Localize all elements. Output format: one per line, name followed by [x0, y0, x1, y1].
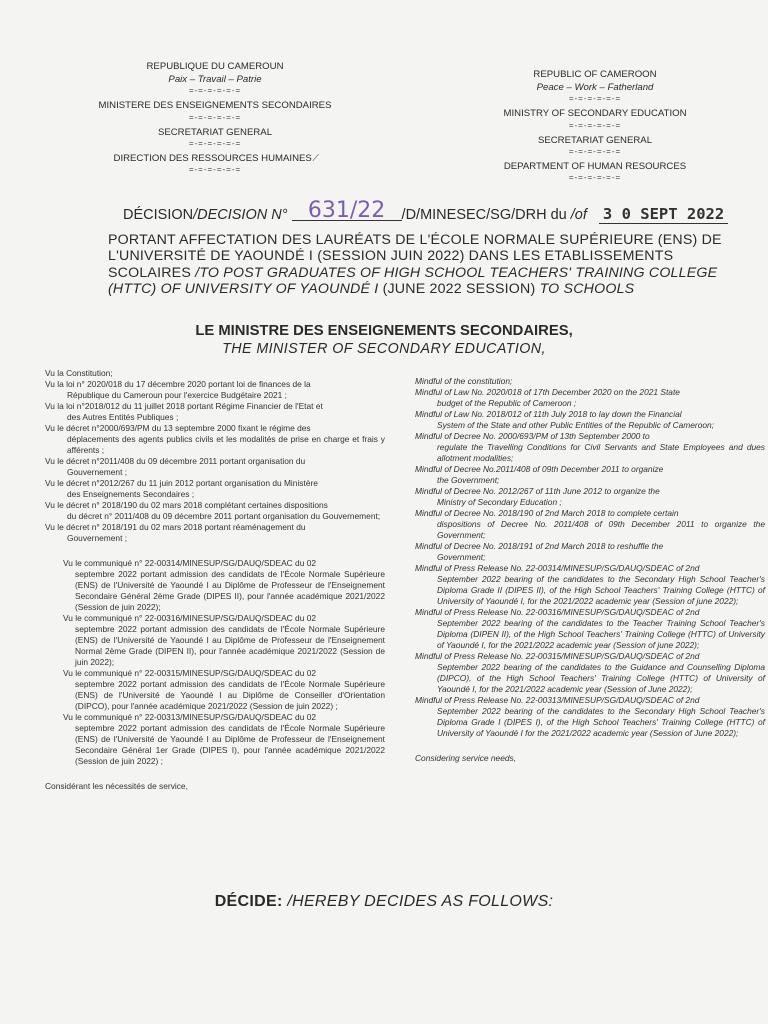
- decision-code: /D/MINESEC/SG/DRH du: [401, 207, 567, 223]
- mindful-item-continuation: the Government;: [437, 475, 500, 485]
- visa-item-continuation: des Autres Entités Publiques ;: [67, 412, 179, 422]
- considering-fr: Considérant les nécessités de service,: [45, 781, 188, 791]
- visa-item: [45, 401, 385, 423]
- visa-item-lead: Vu le décret n° 2018/191 du 02 mars 2018 portant réaménagement du: [45, 522, 306, 532]
- mindful-item: [415, 464, 765, 486]
- mindful-item: [415, 431, 765, 464]
- visa-item-continuation: déplacements des agents publics civils et les modalités de prise en charge et frais y afférents ;: [67, 434, 385, 455]
- visa-item-lead: Vu la loi n°2018/012 du 11 juillet 2018 portant Régime Financier de l'Etat et: [45, 401, 323, 411]
- mindful-item-lead: Mindful of the constitution;: [415, 376, 513, 386]
- mindful-item: [415, 508, 765, 541]
- visa-item-continuation: République du Cameroun pour l'exercice Budgétaire 2021 ;: [67, 390, 287, 400]
- secretariat-en: SECRETARIAT GENERAL: [537, 134, 653, 146]
- visa-item-continuation: Gouvernement ;: [67, 467, 128, 477]
- communique-item-continuation: septembre 2022 portant admission des candidats de l'École Normale Supérieure (ENS) de l'Université de Yaoundé I au Diplôme de Professeur de l'Enseignement Secondaire Général 1er Grade (DIPES I), pour l'année académique 2021/2022 (Session de juin 2022) ;: [75, 723, 385, 766]
- mindful-item-lead: Mindful of Decree No. 2000/693/PM of 13th September 2000 to: [415, 431, 650, 441]
- communique-item-continuation: septembre 2022 portant admission des candidats de l'École Normale Supérieure (ENS) de l'Université de Yaoundé I au Diplôme de Professeur de l'Enseignement Normal 2ème Grade (DIPEN II), pour l'année académique 2021/2022 (Session de juin 2022);: [75, 624, 385, 667]
- country-name-en: REPUBLIC OF CAMEROON: [533, 69, 657, 80]
- mindful-item-lead: Mindful of Press Release No. 22-00314/MINESUP/SG/DAUQ/SDEAC of 2nd: [415, 563, 700, 573]
- title-en-session: (JUNE 2022 SESSION): [382, 280, 536, 297]
- decide-heading: [0, 893, 768, 911]
- header-left: [95, 60, 335, 175]
- mindful-item-lead: Mindful of Decree No. 2018/190 of 2nd March 2018 to complete certain: [415, 508, 679, 518]
- decision-title: [108, 232, 728, 297]
- mindful-item-continuation: September 2022 bearing of the candidates to the Secondary High School Teacher's Diploma Grade II (DIPES II), of the High School Teachers' Training College (HTTC) of University of Yaoundé I, for the 2021/2022 academic year (Session of june 2022);: [437, 574, 765, 606]
- title-en: /TO POST GRADUATES OF HIGH SCHOOL TEACHERS' TRAINING COLLEGE (HTTC) OF UNIVERSITY OF YAOUNDÉ I: [108, 264, 718, 297]
- decision-label-en: /DECISION N°: [193, 207, 288, 223]
- mindful-item-continuation: September 2022 bearing of the candidates to the Teacher Training School Teacher's Diploma (DIPEN II), of the High School Teachers' Training College (HTTC) of University of Yaoundé I, for the 2021/2022 academic year (Session of june 2022);: [437, 618, 765, 650]
- visa-item-lead: Vu le décret n°2000/693/PM du 13 septembre 2000 fixant le régime des: [45, 423, 311, 433]
- mindful-item: [415, 563, 765, 607]
- communique-item-lead: Vu le communiqué n° 22-00314/MINESUP/SG/DAUQ/SDEAC du 02: [63, 558, 317, 568]
- secretariat-fr: SECRETARIAT GENERAL: [157, 126, 273, 138]
- ministry-name-fr: MINISTERE DES ENSEIGNEMENTS SECONDAIRES: [98, 100, 332, 112]
- mindful-item-lead: Mindful of Decree No. 2012/267 of 11th June 2012 to organize the: [415, 486, 660, 496]
- separator: =-=-=-=-=-=: [188, 165, 242, 175]
- visa-item: [45, 368, 385, 379]
- mindful-item: [415, 695, 765, 739]
- mindful-item: [415, 651, 765, 695]
- visa-item-lead: Vu la Constitution;: [45, 368, 113, 378]
- mindful-item-continuation: regulate the Travelling Conditions for Civil Servants and State Employees and dues allotment modalities;: [437, 442, 765, 463]
- visa-item: [45, 522, 385, 544]
- visa-item: [45, 379, 385, 401]
- visa-item: [45, 500, 385, 522]
- decide-en: /HEREBY DECIDES AS FOLLOWS:: [287, 893, 554, 910]
- visa-item: [45, 478, 385, 500]
- mindful-item-lead: Mindful of Decree No.2011/408 of 09th December 2011 to organize: [415, 464, 664, 474]
- motto-en: Peace – Work – Fatherland: [536, 82, 654, 94]
- mindful-item-lead: Mindful of Law No. 2018/012 of 11th July 2018 to lay down the Financial: [415, 409, 682, 419]
- communique-item-continuation: septembre 2022 portant admission des candidats de l'École Normale Supérieure (ENS) de l'Université de Yaoundé I au Diplôme de Conseiller d'Orientation (DIPCO), pour l'année académique 2021/2022 (Session de juin 2022) ;: [75, 679, 385, 711]
- ministry-name-en: MINISTRY OF SECONDARY EDUCATION: [503, 108, 687, 120]
- country-name-fr: REPUBLIQUE DU CAMEROUN: [146, 61, 284, 72]
- minister-heading-en: THE MINISTER OF SECONDARY EDUCATION,: [222, 341, 546, 357]
- communique-item: [45, 613, 385, 668]
- mindful-item-lead: Mindful of Press Release No. 22-00315/MINESUP/SG/DAUQ/SDEAC of 2nd: [415, 651, 700, 661]
- visa-item-lead: Vu le décret n° 2018/190 du 02 mars 2018 complétant certaines dispositions: [45, 500, 328, 510]
- visa-item-lead: Vu la loi n° 2020/018 du 17 décembre 2020 portant loi de finances de la: [45, 379, 311, 389]
- visa-item-continuation: des Enseignements Secondaires ;: [67, 489, 195, 499]
- decision-of: /of: [570, 207, 587, 223]
- mindful-item-continuation: Ministry of Secondary Education ;: [437, 497, 562, 507]
- separator: =-=-=-=-=-=: [568, 94, 622, 104]
- department-en: DEPARTMENT OF HUMAN RESOURCES: [503, 160, 687, 172]
- title-fr: PORTANT AFFECTATION DES LAURÉATS DE L'ÉCOLE NORMALE SUPÉRIEURE (ENS) DE L'UNIVERSITÉ DE YAOUNDÉ I (SESSION JUIN 2022) DANS LES ETABLISSEMENTS SCOLAIRES: [108, 232, 722, 281]
- header-right: [480, 68, 710, 183]
- visa-item-lead: Vu le décret n°2012/267 du 11 juin 2012 portant organisation du Ministère: [45, 478, 318, 488]
- mindful-item-continuation: September 2022 bearing of the candidates to the Secondary High School Teacher's Diploma Grade I (DIPES I), of the High School Teachers' Training College (HTTC) of University of Yaoundé I for the 2021/2022 academic year (Session of June 2022);: [437, 706, 765, 738]
- mindful-item-continuation: Government;: [437, 552, 486, 562]
- visa-item-continuation: du décret n° 2011/408 du 09 décembre 2011 portant organisation du Gouvernement;: [67, 511, 381, 521]
- date-stamp: 3 0 SEPT 2022: [599, 205, 728, 224]
- visa-item: [45, 423, 385, 456]
- mindful-item-continuation: September 2022 bearing of the candidates to the Guidance and Counselling Diploma (DIPCO), of the High School Teachers' Training College (HTTC) of University of Yaoundé I, for the 2021/2022 academic year (Session of June 2022);: [437, 662, 765, 694]
- mindful-item: [415, 376, 765, 387]
- mindful-item-continuation: System of the State and other Public Entities of the Republic of Cameroon;: [437, 420, 714, 430]
- mindful-item-continuation: dispositions of Decree No. 2011/408 of 09th December 2011 to organize the Government;: [437, 519, 765, 540]
- separator: =-=-=-=-=-=: [568, 146, 622, 156]
- decision-number: 631/22: [292, 202, 402, 221]
- separator: =-=-=-=-=-=: [568, 173, 622, 183]
- separator: =-=-=-=-=-=: [188, 112, 242, 122]
- visas-english: [415, 376, 765, 764]
- mindful-item-lead: Mindful of Press Release No. 22-00313/MINESUP/SG/DAUQ/SDEAC of 2nd: [415, 695, 700, 705]
- separator: =-=-=-=-=-=: [568, 120, 622, 130]
- mindful-item: [415, 607, 765, 651]
- communique-item-continuation: septembre 2022 portant admission des candidats de l'École Normale Supérieure (ENS) de l'Université de Yaoundé I au Diplôme de Professeur de l'Enseignement Secondaire Général 2ème Grade (DIPES II), pour l'année académique 2021/2022 (Session de juin 2022);: [75, 569, 385, 612]
- mindful-item: [415, 409, 765, 431]
- handwritten-mark-icon: ⁄: [311, 152, 317, 164]
- communique-item-lead: Vu le communiqué n° 22-00315/MINESUP/SG/DAUQ/SDEAC du 02: [63, 668, 317, 678]
- visa-item: [45, 456, 385, 478]
- decide-fr: DÉCIDE:: [214, 893, 283, 910]
- mindful-item-lead: Mindful of Decree No. 2018/191 of 2nd March 2018 to reshuffle the: [415, 541, 664, 551]
- communique-item-lead: Vu le communiqué n° 22-00316/MINESUP/SG/DAUQ/SDEAC du 02: [63, 613, 317, 623]
- title-en-end: TO SCHOOLS: [539, 280, 635, 297]
- visa-item-lead: Vu le décret n°2011/408 du 09 décembre 2011 portant organisation du: [45, 456, 306, 466]
- communique-item-lead: Vu le communiqué n° 22-00313/MINESUP/SG/DAUQ/SDEAC du 02: [63, 712, 317, 722]
- separator: =-=-=-=-=-=: [188, 138, 242, 148]
- mindful-item: [415, 541, 765, 563]
- communique-item: [45, 558, 385, 613]
- mindful-item-lead: Mindful of Press Release No. 22-00316/MINESUP/SG/DAUQ/SDEAC of 2nd: [415, 607, 700, 617]
- direction-fr: DIRECTION DES RESSOURCES HUMAINES: [113, 152, 312, 164]
- considering-en: Considering service needs,: [415, 753, 517, 763]
- visas-french: [45, 368, 385, 792]
- communique-item: [45, 668, 385, 712]
- decision-label-fr: DÉCISION: [123, 207, 194, 223]
- mindful-item-lead: Mindful of Law No. 2020/018 of 17th December 2020 on the 2021 State: [415, 387, 680, 397]
- communique-item: [45, 712, 385, 767]
- minister-heading-fr: LE MINISTRE DES ENSEIGNEMENTS SECONDAIRES,: [195, 323, 573, 339]
- motto-fr: Paix – Travail – Patrie: [168, 74, 262, 86]
- visa-item-continuation: Gouvernement ;: [67, 533, 128, 543]
- mindful-item-continuation: budget of the Republic of Cameroon ;: [437, 398, 577, 408]
- separator: =-=-=-=-=-=: [188, 86, 242, 96]
- mindful-item: [415, 387, 765, 409]
- decision-reference: [123, 198, 725, 224]
- mindful-item: [415, 486, 765, 508]
